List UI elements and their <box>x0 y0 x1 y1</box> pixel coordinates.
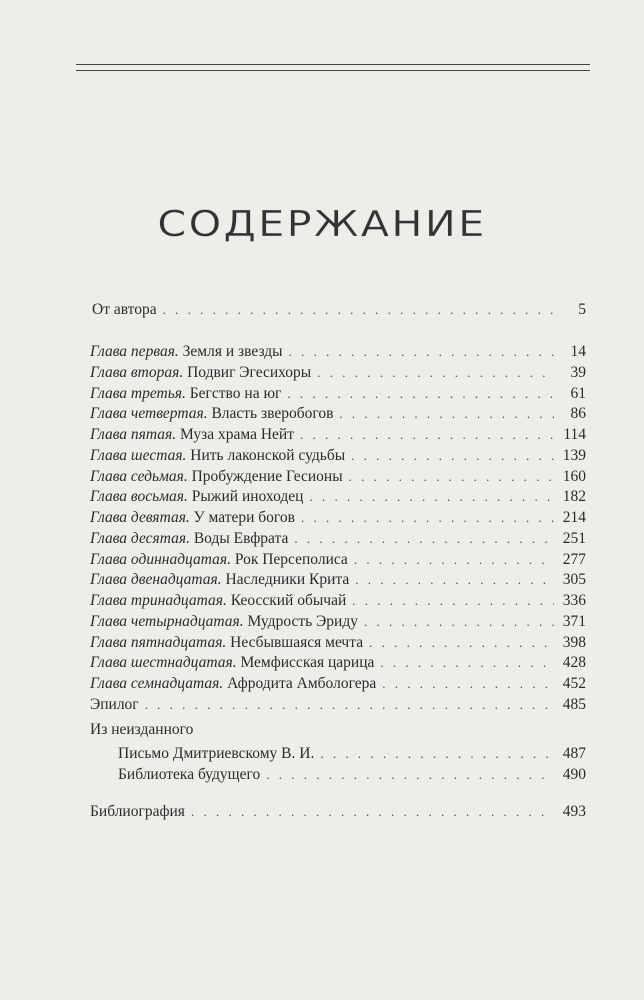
toc-entry-page: 139 <box>562 446 586 464</box>
toc-entry-label <box>90 674 376 694</box>
toc-entry-label <box>90 384 281 404</box>
leader-dots <box>352 591 554 611</box>
toc-entry-page: 39 <box>570 363 586 381</box>
toc-entry-page: 160 <box>562 467 586 485</box>
chapter-title: Подвиг Эгесихоры <box>187 363 312 381</box>
chapter-title: Несбывшаяся мечта <box>230 633 364 651</box>
chapter-title: У матери богов <box>193 509 295 526</box>
toc-entry-label: Письмо Дмитриевскому В. И. <box>118 745 315 762</box>
chapter-title: Бегство на юг <box>189 384 282 402</box>
toc-entry-chapter[interactable] <box>90 612 586 632</box>
leader-dots <box>301 508 554 528</box>
toc-entry-page: 61 <box>570 384 586 402</box>
chapter-title: Мудрость Эриду <box>247 612 358 630</box>
chapter-title: Рок Персеполиса <box>234 550 348 568</box>
chapter-number: Глава шестая. <box>90 446 187 464</box>
toc-entry-label: Библиотека будущего <box>118 766 261 783</box>
toc-entry-chapter[interactable] <box>90 570 586 590</box>
toc-entry-page: 371 <box>562 612 586 630</box>
toc-entry-page: 305 <box>562 571 586 589</box>
toc-entry-page: 336 <box>562 592 586 609</box>
chapter-title: Наследники Крита <box>225 571 350 589</box>
toc-entry-label <box>90 467 343 487</box>
chapter-number: Глава пятая. <box>90 426 177 443</box>
leader-dots <box>349 467 554 487</box>
toc-entry-label <box>90 653 374 673</box>
leader-dots <box>191 802 554 822</box>
toc-entry-from-author[interactable] <box>92 300 586 320</box>
toc-entry-unpublished-item[interactable] <box>118 765 586 785</box>
toc-entry-page: 86 <box>570 405 586 423</box>
toc-entry-chapter[interactable] <box>90 674 586 694</box>
toc-entry-page: 114 <box>563 426 586 443</box>
toc-entry-label <box>90 425 294 445</box>
chapter-number: Глава девятая. <box>90 509 190 526</box>
leader-dots <box>317 363 554 383</box>
chapter-number: Глава восьмая. <box>90 488 188 506</box>
toc-entry-chapter[interactable] <box>90 529 586 549</box>
chapter-number: Глава одиннадцатая. <box>90 550 231 568</box>
leader-dots <box>382 674 554 694</box>
chapter-title: Мемфисская царица <box>240 654 375 672</box>
toc-entry-label <box>90 446 345 466</box>
toc-entry-chapter[interactable] <box>90 653 586 673</box>
toc-entry-chapter[interactable] <box>90 550 586 570</box>
toc-entry-page: 490 <box>562 766 586 783</box>
toc-entry-label: Библиография <box>90 803 185 820</box>
toc-entry-page: 182 <box>562 488 586 506</box>
toc-entry-chapter[interactable] <box>90 487 586 507</box>
chapter-title: Пробуждение Гесионы <box>191 467 343 485</box>
chapter-number: Глава тринадцатая. <box>90 592 227 609</box>
toc-entry-chapter[interactable] <box>90 446 586 466</box>
leader-dots <box>163 300 554 320</box>
leader-dots <box>354 550 554 570</box>
chapter-number: Глава четырнадцатая. <box>90 612 244 630</box>
toc-entry-label <box>90 633 363 653</box>
toc-entry-label <box>90 487 303 507</box>
toc-entry-chapter[interactable] <box>90 591 586 611</box>
toc-entry-chapter[interactable] <box>90 404 586 424</box>
toc-entry-label <box>90 612 358 632</box>
leader-dots <box>287 384 554 404</box>
chapter-number: Глава шестнадцатая. <box>90 654 237 672</box>
toc-entry-page: 5 <box>578 301 586 318</box>
chapter-number: Глава седьмая. <box>90 467 188 485</box>
toc-entry-page: 493 <box>562 803 586 820</box>
toc-entry-label <box>90 550 348 570</box>
leader-dots <box>145 695 554 715</box>
toc-entry-page: 251 <box>562 529 586 547</box>
chapter-number: Глава четвертая. <box>90 405 208 423</box>
toc-entry-label <box>90 363 311 383</box>
toc-entry-page: 485 <box>562 695 586 713</box>
toc-entry-chapter[interactable] <box>90 467 586 487</box>
leader-dots <box>355 570 554 590</box>
leader-dots <box>351 446 554 466</box>
toc-entry-epilogue[interactable] <box>90 695 586 715</box>
chapter-title: Воды Евфрата <box>193 529 289 547</box>
toc-entry-label <box>90 529 288 549</box>
leader-dots <box>300 425 554 445</box>
page-title: СОДЕРЖАНИЕ <box>157 204 487 245</box>
toc-entry-label: От автора <box>92 301 157 318</box>
leader-dots <box>289 342 554 362</box>
toc-entry-label <box>90 404 333 424</box>
chapter-number: Глава пятнадцатая. <box>90 633 227 651</box>
leader-dots <box>364 612 554 632</box>
leader-dots <box>380 653 554 673</box>
chapter-title: Афродита Амбологера <box>227 675 377 692</box>
toc-entry-label <box>90 570 349 590</box>
chapter-title: Рыжий иноходец <box>191 488 304 506</box>
leader-dots <box>339 404 554 424</box>
toc-entry-label <box>90 342 283 362</box>
toc-entry-chapter[interactable] <box>90 384 586 404</box>
leader-dots <box>320 744 554 764</box>
toc-entry-label <box>90 591 346 611</box>
chapter-number: Глава двенадцатая. <box>90 571 222 589</box>
leader-dots <box>309 487 554 507</box>
toc-entry-unpublished-item[interactable] <box>118 744 586 764</box>
toc-entry-chapter[interactable] <box>90 633 586 653</box>
toc-entry-chapter[interactable] <box>90 363 586 383</box>
chapter-number: Глава десятая. <box>90 529 190 547</box>
toc-entry-page: 214 <box>562 509 586 526</box>
toc-entry-chapter[interactable] <box>90 508 586 528</box>
toc-entry-page: 428 <box>562 654 586 672</box>
toc-entry-label <box>90 508 295 528</box>
toc-entry-bibliography[interactable] <box>90 802 586 822</box>
chapter-title: Муза храма Нейт <box>179 426 294 443</box>
leader-dots <box>294 529 554 549</box>
chapter-number: Глава семнадцатая. <box>90 675 224 692</box>
toc-entry-page: 277 <box>562 550 586 568</box>
toc-entry-page: 14 <box>570 343 586 360</box>
toc-entry-page: 398 <box>562 633 586 651</box>
chapter-title: Власть зверобогов <box>211 405 334 423</box>
leader-dots <box>266 765 554 785</box>
chapter-number: Глава вторая. <box>90 363 184 381</box>
chapter-title: Кеосский обычай <box>230 592 347 609</box>
section-label-unpublished: Из неизданного <box>90 721 194 738</box>
toc-entry-chapter[interactable] <box>90 342 586 362</box>
chapter-title: Земля и звезды <box>182 343 283 360</box>
toc-entry-page: 487 <box>562 745 586 762</box>
chapter-number: Глава первая. <box>90 343 179 360</box>
toc-entry-page: 452 <box>562 675 586 692</box>
chapter-title: Нить лаконской судьбы <box>190 446 346 464</box>
toc-entry-chapter[interactable] <box>90 425 586 445</box>
toc-entry-label: Эпилог <box>90 695 139 713</box>
leader-dots <box>369 633 554 653</box>
chapter-number: Глава третья. <box>90 384 186 402</box>
